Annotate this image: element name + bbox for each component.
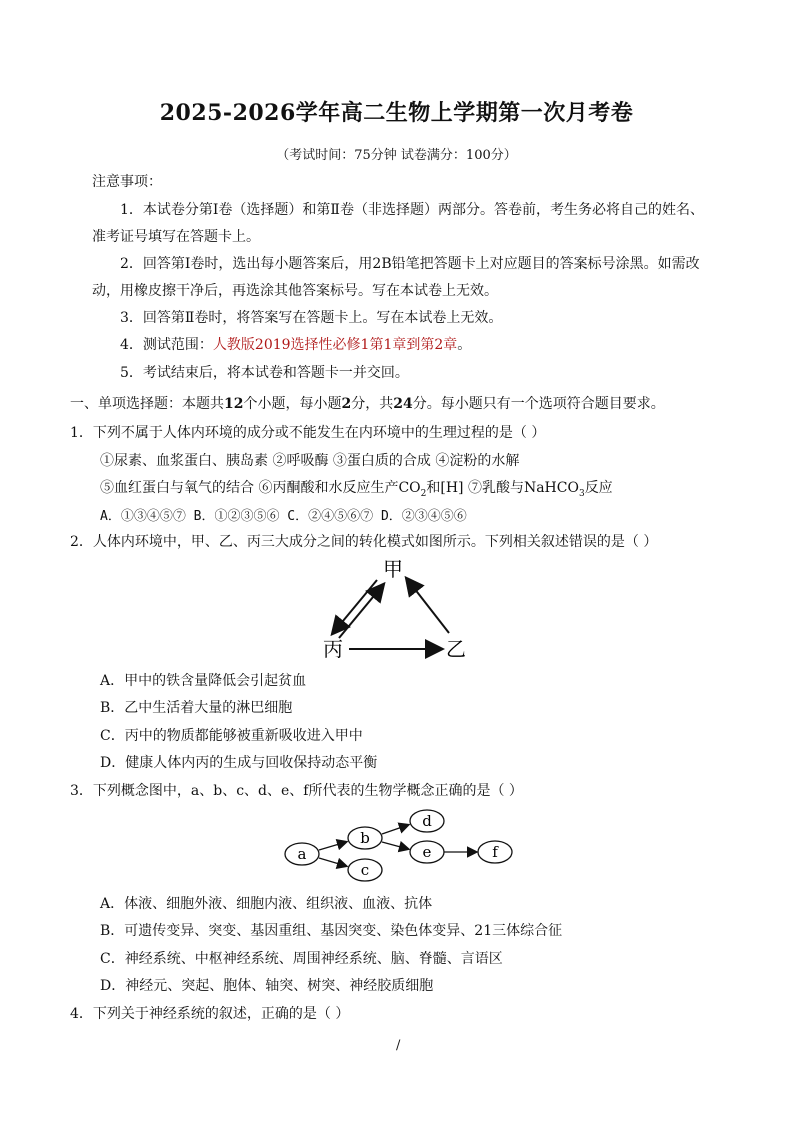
node-e: e	[422, 843, 432, 861]
arrow-a-to-b	[319, 842, 346, 850]
node-bing: 丙	[323, 637, 343, 661]
q3-concept-map	[280, 806, 520, 886]
q3-option-a: A．体液、细胞外液、细胞内液、组织液、血液、抗体	[100, 896, 433, 912]
node-b: b	[360, 829, 370, 847]
q4-stem: 4．下列关于神经系统的叙述，正确的是（ ）	[70, 1006, 350, 1022]
note-3: 3．回答第Ⅱ卷时，将答案写在答题卡上。写在本试卷上无效。	[120, 310, 503, 326]
note-1-line-1: 1．本试卷分第Ⅰ卷（选择题）和第Ⅱ卷（非选择题）两部分。答卷前，考生务必将自己的姓名、	[120, 202, 704, 218]
section-text-3: 分，共	[351, 396, 394, 412]
q2-stem: 2．人体内环境中，甲、乙、丙三大成分之间的转化模式如图所示。下列相关叙述错误的是（ ）	[70, 534, 658, 550]
section-text-1: 一、单项选择题：本题共	[70, 396, 224, 412]
q1-items-line-2	[100, 477, 613, 499]
q1-stem: 1．下列不属于人体内环境的成分或不能发生在内环境中的生理过程的是（ ）	[70, 425, 546, 441]
exam-info: （考试时间：75分钟 试卷满分：100分）	[276, 148, 517, 163]
node-f: f	[492, 843, 498, 861]
q1-items-part-b: 和[H] ⑦乳酸与NaHCO	[426, 480, 579, 496]
section-text-4: 分。每小题只有一个选项符合题目要求。	[412, 396, 665, 412]
q1-subscript-1: 2	[420, 488, 427, 499]
q2-option-b: B．乙中生活着大量的淋巴细胞	[100, 700, 293, 716]
note-4-prefix: 4．测试范围：	[120, 337, 213, 353]
note-4-suffix: 。	[457, 337, 472, 353]
q1-items-line-1: ①尿素、血浆蛋白、胰岛素 ②呼吸酶 ③蛋白质的合成 ④淀粉的水解	[100, 453, 520, 469]
q1-items-part-c: 反应	[584, 480, 613, 496]
q3-stem: 3．下列概念图中，a、b、c、d、e、f所代表的生物学概念正确的是（ ）	[70, 783, 523, 799]
question-count: 12	[224, 396, 244, 412]
section-text-2: 个小题，每小题	[243, 396, 342, 412]
note-5: 5．考试结束后，将本试卷和答题卡一并交回。	[120, 365, 409, 381]
arrow-b-to-e	[382, 842, 408, 849]
q1-subscript-2: 3	[578, 488, 585, 499]
node-a: a	[297, 845, 307, 863]
node-jia: 甲	[383, 557, 403, 581]
q1-options: A．①③④⑤⑦ B．①②③⑤⑥ C．②④⑤⑥⑦ D．②③④⑤⑥	[100, 509, 467, 524]
notes-heading: 注意事项：	[92, 174, 162, 190]
arrow-yi-to-jia	[407, 579, 449, 633]
q3-option-c: C．神经系统、中枢神经系统、周围神经系统、脑、脊髓、言语区	[100, 951, 503, 967]
q1-items-part-a: ⑤血红蛋白与氧气的结合 ⑥丙酮酸和水反应生产CO	[100, 480, 421, 496]
arrow-bing-to-jia	[339, 585, 383, 638]
node-c: c	[360, 861, 370, 879]
node-d: d	[422, 812, 432, 830]
note-2-line-2: 动，用橡皮擦干净后，再选涂其他答案标号。写在本试卷上无效。	[92, 283, 498, 299]
test-range: 人教版2019选择性必修1第1章到第2章	[212, 337, 458, 353]
arrow-a-to-c	[319, 858, 346, 866]
note-2-line-1: 2．回答第Ⅰ卷时，选出每小题答案后，用2B铅笔把答题卡上对应题目的答案标号涂黑。如需改	[120, 256, 700, 272]
q2-option-a: A．甲中的铁含量降低会引起贫血	[100, 673, 307, 689]
page-title: 2025-2026学年高二生物上学期第一次月考卷	[159, 100, 634, 126]
note-4	[120, 334, 471, 354]
q3-option-d: D．神经元、突起、胞体、轴突、树突、神经胶质细胞	[100, 978, 434, 994]
points-total: 24	[393, 396, 413, 412]
node-yi: 乙	[446, 637, 466, 661]
section-heading	[70, 393, 665, 413]
page-footer-mark: /	[396, 1038, 401, 1053]
arrow-jia-to-bing	[333, 580, 377, 633]
q2-option-d: D．健康人体内丙的生成与回收保持动态平衡	[100, 755, 378, 771]
arrow-b-to-d	[382, 825, 408, 834]
q3-option-b: B．可遗传变异、突变、基因重组、基因突变、染色体变异、21三体综合征	[100, 923, 563, 939]
points-each: 2	[341, 396, 352, 412]
q2-option-c: C．丙中的物质都能够被重新吸收进入甲中	[100, 728, 363, 744]
q2-triangle-diagram	[315, 555, 475, 665]
note-1-line-2: 准考证号填写在答题卡上。	[92, 229, 260, 245]
